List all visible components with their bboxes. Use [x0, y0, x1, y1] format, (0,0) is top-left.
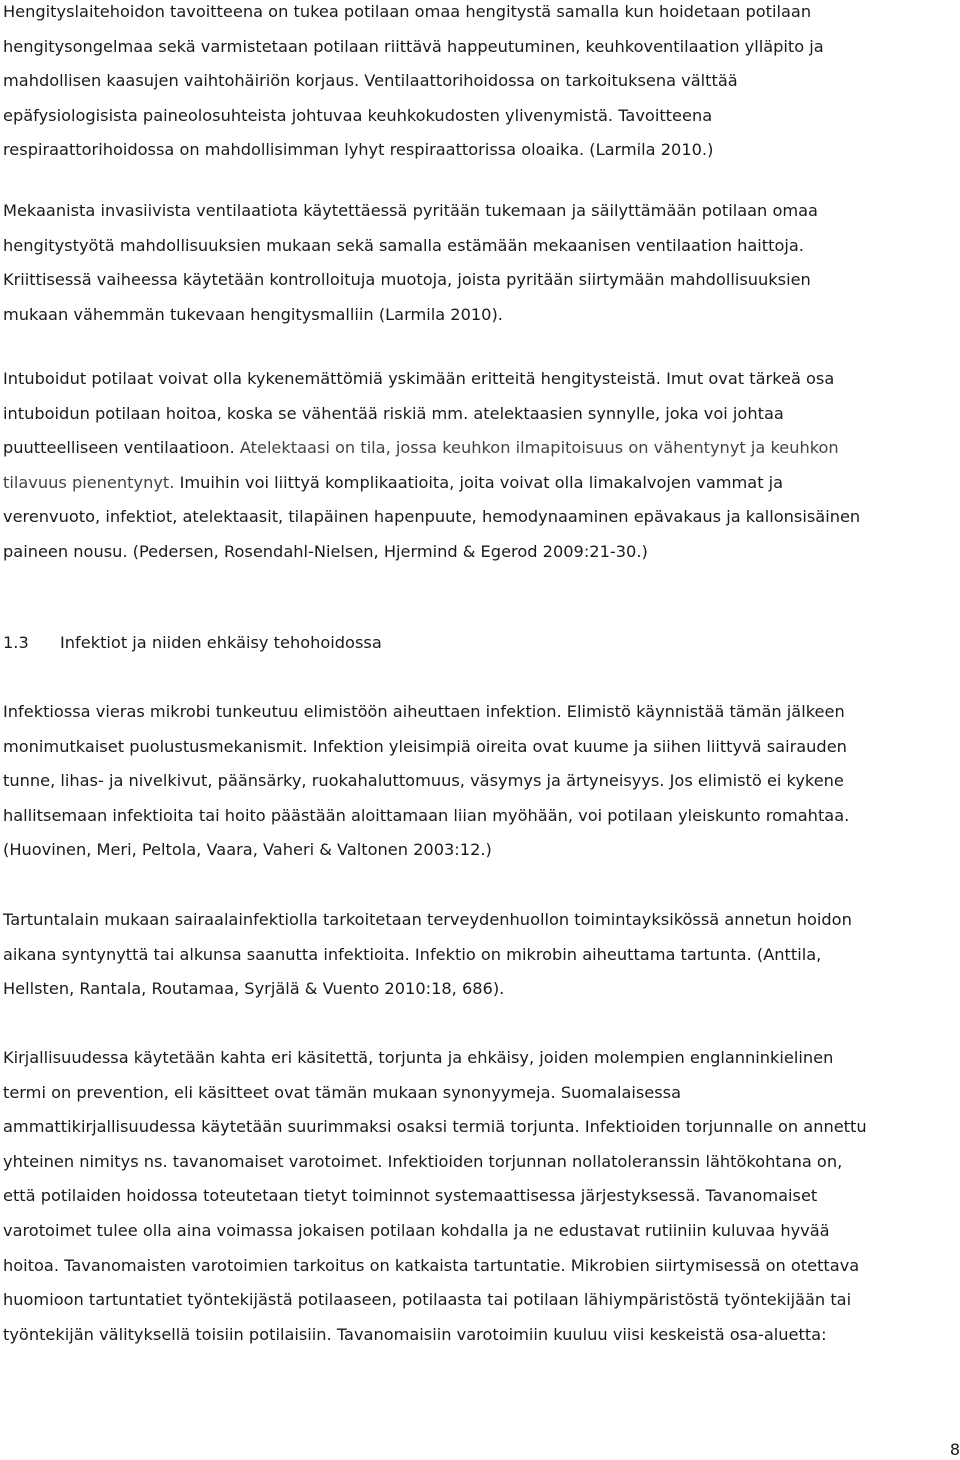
text-line: respiraattorihoidossa on mahdollisimman lyhyt respiraattorissa oloaika. (Larmila 2010.) — [3, 140, 714, 160]
text-line: hengitysongelmaa sekä varmistetaan potilaan riittävä happeutuminen, keuhkoventilaation ylläpito ja — [3, 36, 824, 56]
text-line: termi on prevention, eli käsitteet ovat tämän mukaan synonyymeja. Suomalaisessa — [3, 1082, 682, 1102]
paragraph-infection-definition — [3, 695, 958, 868]
text-line: Intuboidut potilaat voivat olla kykenemättömiä yskimään eritteitä hengitysteistä. Imut ovat tärkeä osa — [3, 369, 835, 388]
text-line: yhteinen nimitys ns. tavanomaiset varotoimet. Infektioiden torjunnan nollatoleranssin lähtökohtana on, — [3, 1151, 843, 1171]
text-line: Hengityslaitehoidon tavoitteena on tukea potilaan omaa hengitystä samalla kun hoidetaan potilaan — [3, 2, 812, 21]
text-segment: Imuihin voi liittyä komplikaatioita, joita voivat olla limakalvojen vammat ja — [179, 472, 784, 492]
text-line: aikana syntynyttä tai alkunsa saanutta infektioita. Infektio on mikrobin aiheuttama tartunta. (Anttila, — [3, 944, 822, 964]
text-line: huomioon tartuntatiet työntekijästä potilaaseen, potilaasta tai potilaan lähiympäristöstä työntekijään tai — [3, 1290, 852, 1310]
text-line: epäfysiologisista paineolosuhteista johtuvaa keuhkokudosten ylivenymistä. Tavoitteena — [3, 105, 713, 125]
text-line: paineen nousu. (Pedersen, Rosendahl-Nielsen, Hjermind & Egerod 2009:21-30.) — [3, 541, 648, 561]
text-line: hengitystyötä mahdollisuuksien mukaan sekä samalla estämään mekaanisen ventilaation haittoja. — [3, 235, 804, 255]
text-line: hallitsemaan infektioita tai hoito päästään aloittamaan liian myöhään, voi potilaan yleiskunto romahtaa. — [3, 805, 850, 825]
section-heading — [3, 626, 382, 661]
text-line: Kriittisessä vaiheessa käytetään kontrolloituja muotoja, joista pyritään siirtymään mahdollisuuksien — [3, 270, 811, 290]
text-line: varotoimet tulee olla aina voimassa jokaisen potilaan kohdalla ja ne edustavat rutiiniin kuluvaa hyvää — [3, 1220, 830, 1240]
text-line: Mekaanista invasiivista ventilaatiota käytettäessä pyritään tukemaan ja säilyttämään potilaan omaa — [3, 201, 818, 220]
text-line: että potilaiden hoidossa toteutetaan tietyt toiminnot systemaattisessa järjestyksessä. Tavanomaiset — [3, 1186, 818, 1206]
text-line: Kirjallisuudessa käytetään kahta eri käsitettä, torjunta ja ehkäisy, joiden molempien englanninkielinen — [3, 1048, 834, 1067]
page-number: 8 — [949, 1440, 960, 1459]
paragraph-intubated-patients — [3, 362, 958, 570]
text-line: Tartuntalain mukaan sairaalainfektiolla tarkoitetaan terveydenhuollon toimintayksikössä annetun hoidon — [3, 910, 852, 929]
text-line: Infektiossa vieras mikrobi tunkeutuu elimistöön aiheuttaen infektion. Elimistö käynnistää tämän jälkeen — [3, 702, 845, 721]
text-line: mahdollisen kaasujen vaihtohäiriön korjaus. Ventilaattorihoidossa on tarkoituksena välttää — [3, 71, 738, 91]
text-line: hoitoa. Tavanomaisten varotoimien tarkoitus on katkaista tartuntatie. Mikrobien siirtymisessä on otettava — [3, 1255, 860, 1275]
text-line — [3, 431, 958, 466]
text-line: (Huovinen, Meri, Peltola, Vaara, Vaheri & Valtonen 2003:12.) — [3, 840, 492, 860]
text-segment: puutteelliseen ventilaatioon. — [3, 438, 240, 458]
text-line: Hellsten, Rantala, Routamaa, Syrjälä & Vuento 2010:18, 686). — [3, 979, 505, 999]
paragraph-ventilation-goals — [3, 0, 958, 168]
section-title: Infektiot ja niiden ehkäisy tehohoidossa — [60, 633, 382, 652]
text-line: tunne, lihas- ja nivelkivut, päänsärky, ruokahaluttomuus, väsymys ja ärtyneisyys. Jos elimistö ei kykene — [3, 771, 844, 791]
text-line: verenvuoto, infektiot, atelektaasit, tilapäinen hapenpuute, hemodynaaminen epävakaus ja kallonsisäinen — [3, 507, 861, 527]
text-line: työntekijän välityksellä toisiin potilaisiin. Tavanomaisiin varotoimiin kuuluu viisi keskeistä osa-aluetta: — [3, 1324, 827, 1344]
text-line: intuboidun potilaan hoitoa, koska se vähentää riskiä mm. atelektaasien synnylle, joka voi johtaa — [3, 403, 784, 423]
section-number: 1.3 — [3, 633, 29, 652]
paragraph-hospital-infection — [3, 903, 958, 1007]
text-line — [3, 466, 958, 501]
paragraph-infection-prevention — [3, 1041, 958, 1352]
text-line: ammattikirjallisuudessa käytetään suurimmaksi osaksi termiä torjunta. Infektioiden torjunnalle on annettu — [3, 1117, 867, 1137]
paragraph-invasive-ventilation — [3, 194, 958, 332]
atelectasis-definition: Atelektaasi on tila, jossa keuhkon ilmapitoisuus on vähentynyt ja keuhkon — [239, 438, 839, 458]
text-line: mukaan vähemmän tukevaan hengitysmalliin (Larmila 2010). — [3, 304, 503, 324]
text-line: monimutkaiset puolustusmekanismit. Infektion yleisimpiä oireita ovat kuume ja siihen liittyvä sairauden — [3, 736, 847, 756]
atelectasis-definition-end: tilavuus pienentynyt. — [3, 472, 180, 492]
